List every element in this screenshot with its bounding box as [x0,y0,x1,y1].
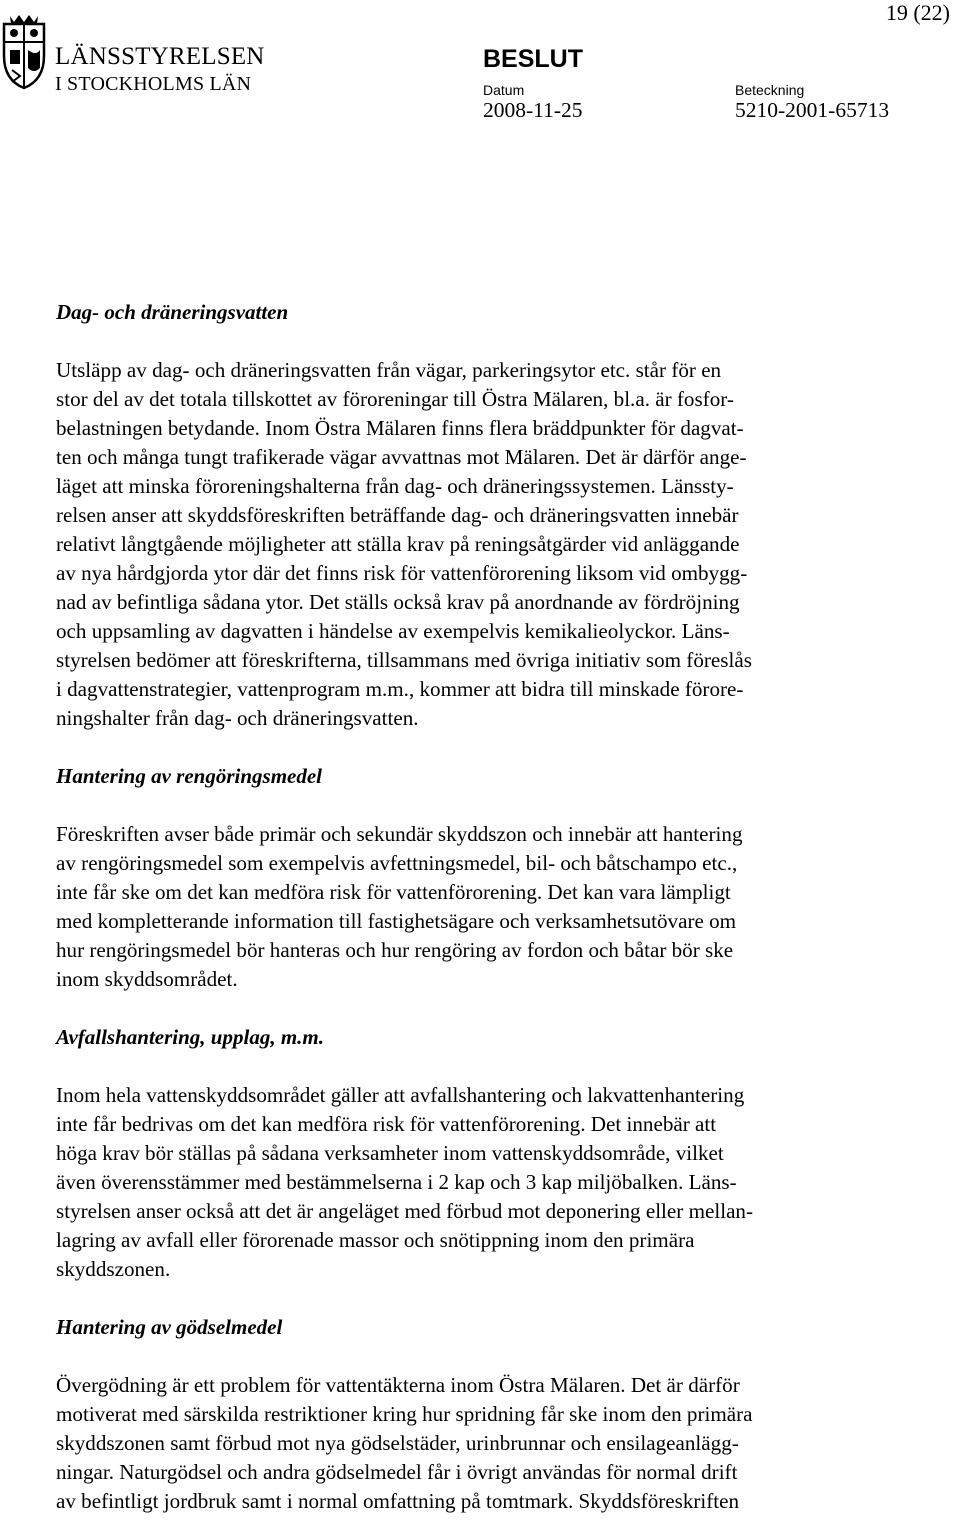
text-line: motiverat med särskilda restriktioner kring hur spridning får ske inom den primära [56,1402,753,1426]
document-body [56,298,906,1516]
text-line: ningar. Naturgödsel och andra gödselmedel får i övrigt användas för normal drift [56,1460,738,1484]
org-name: LÄNSSTYRELSEN [55,43,265,70]
section-paragraph [56,1371,906,1516]
section-paragraph [56,356,906,733]
text-line: styrelsen anser också att det är angeläget med förbud mot deponering eller mellan- [56,1199,754,1223]
organization-logo [0,12,265,95]
text-line: läget att minska föroreningshalterna från dag- och dräneringssystemen. Länssty- [56,474,734,498]
org-region: I STOCKHOLMS LÄN [55,73,252,95]
text-line: styrelsen bedömer att föreskrifterna, tillsammans med övriga initiativ som föreslås [56,648,752,672]
section-heading [56,1313,906,1342]
section-heading [56,762,906,791]
text-line: hur rengöringsmedel bör hanteras och hur rengöring av fordon och båtar bör ske [56,938,734,962]
date-value: 2008-11-25 [483,98,583,122]
date-label: Datum [483,82,525,98]
text-line: med kompletterande information till fastighetsägare och verksamhetsutövare om [56,909,737,933]
text-line: inom skyddsområdet. [56,967,238,991]
text-line: stor del av det totala tillskottet av föroreningar till Östra Mälaren, bl.a. är fosfor- [56,387,734,411]
section-heading-text: Hantering av rengöringsmedel [56,764,323,788]
text-line: höga krav bör ställas på sådana verksamheter inom vattenskyddsområde, vilket [56,1141,724,1165]
section-paragraph [56,820,906,994]
text-line: av rengöringsmedel som exempelvis avfettningsmedel, bil- och båtschampo etc., [56,851,738,875]
text-line: i dagvattenstrategier, vattenprogram m.m., kommer att bidra till minskade förore- [56,677,744,701]
text-line: lagring av avfall eller förorenade massor och snötippning inom den primära [56,1228,695,1252]
section-heading-text: Avfallshantering, upplag, m.m. [56,1025,324,1049]
text-line: skyddszonen. [56,1257,171,1281]
reference-value: 5210-2001-65713 [735,98,890,122]
text-line: skyddszonen samt förbud mot nya gödselstäder, urinbrunnar och ensilageanlägg- [56,1431,739,1455]
text-line: Föreskriften avser både primär och sekundär skyddszon och innebär att hantering [56,822,743,846]
page-number: 19 (22) [885,0,950,25]
text-line: Övergödning är ett problem för vattentäkterna inom Östra Mälaren. Det är därför [56,1373,740,1397]
text-line: ten och många tungt trafikerade vägar avvattnas mot Mälaren. Det är därför ange- [56,445,747,469]
section-heading-text: Hantering av gödselmedel [56,1315,283,1339]
text-line: Utsläpp av dag- och dräneringsvatten från vägar, parkeringsytor etc. står för en [56,358,722,382]
coat-of-arms-icon [0,12,48,90]
text-line: även överensstämmer med bestämmelserna i 2 kap och 3 kap miljöbalken. Läns- [56,1170,737,1194]
text-line: nad av befintliga sådana ytor. Det ställs också krav på anordnande av fördröjning [56,590,740,614]
text-line: inte får bedrivas om det kan medföra risk för vattenförorening. Det innebär att [56,1112,717,1136]
section-heading [56,1023,906,1052]
text-line: Inom hela vattenskyddsområdet gäller att avfallshantering och lakvattenhantering [56,1083,745,1107]
text-line: relsen anser att skyddsföreskriften beträffande dag- och dräneringsvatten innebär [56,503,739,527]
text-line: relativt långtgående möjligheter att ställa krav på reningsåtgärder vid anläggande [56,532,740,556]
text-line: av nya hårdgjorda ytor där det finns risk för vattenförorening liksom vid ombygg- [56,561,748,585]
document-type: BESLUT [483,45,583,73]
reference-label: Beteckning [735,82,805,98]
text-line: och uppsamling av dagvatten i händelse av exempelvis kemikalieolyckor. Läns- [56,619,730,643]
section-heading-text: Dag- och dräneringsvatten [56,300,289,324]
text-line: inte får ske om det kan medföra risk för vattenförorening. Det kan vara lämpligt [56,880,731,904]
text-line: belastningen betydande. Inom Östra Mälaren finns flera bräddpunkter för dagvat- [56,416,744,440]
text-line: av befintligt jordbruk samt i normal omfattning på tomtmark. Skyddsföreskriften [56,1489,740,1513]
section-heading [56,298,906,327]
section-paragraph [56,1081,906,1284]
text-line: ningshalter från dag- och dräneringsvatten. [56,706,419,730]
